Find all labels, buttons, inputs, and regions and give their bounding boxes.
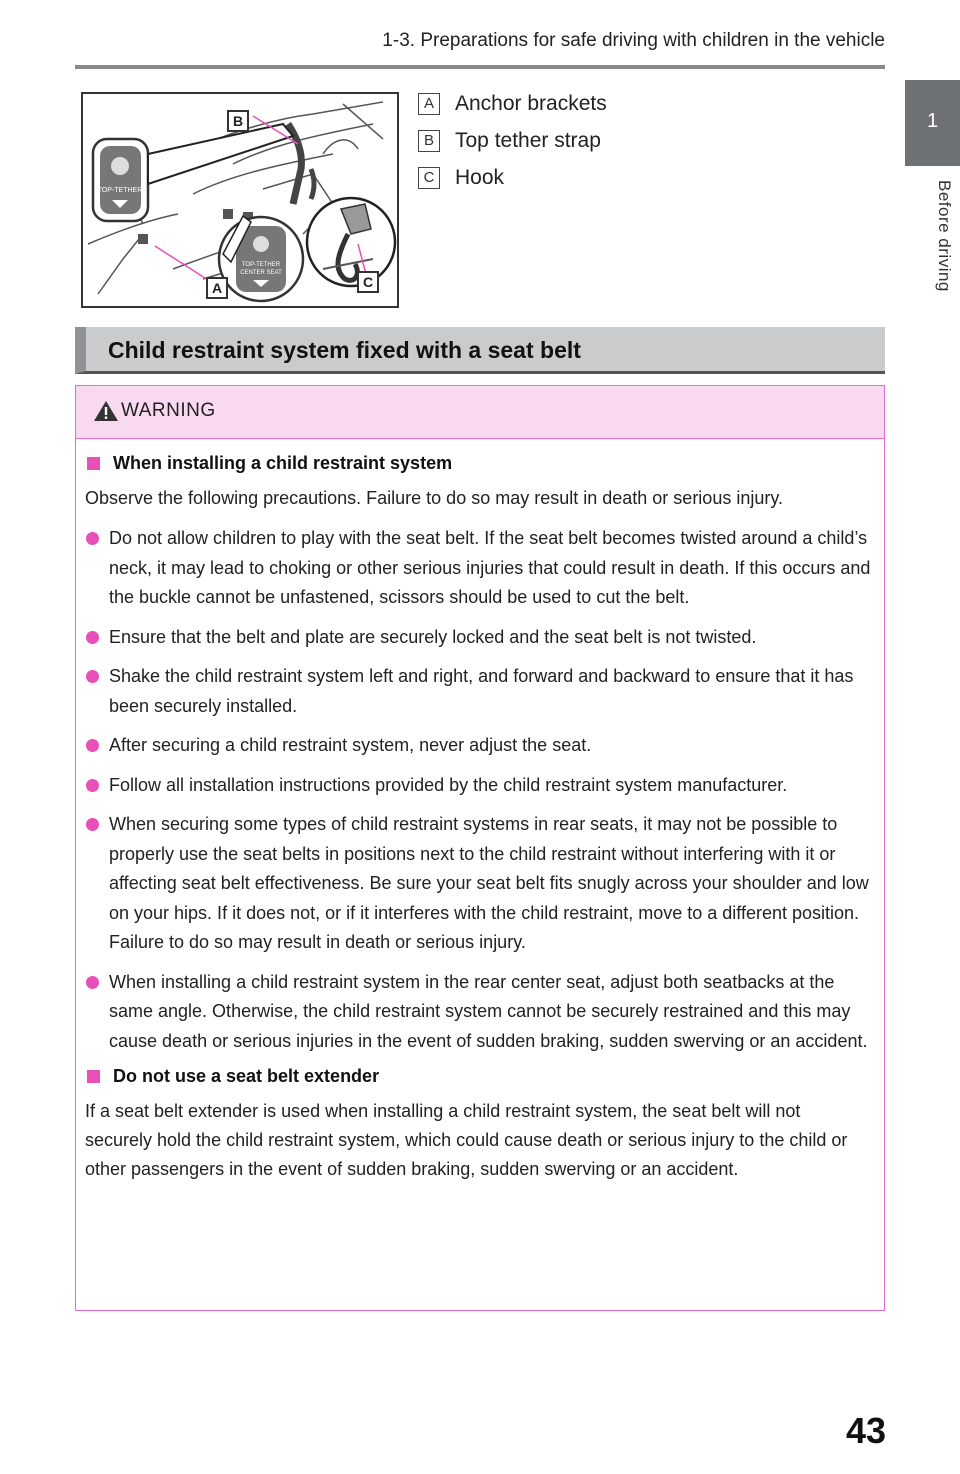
warning-subheading [85, 1066, 871, 1087]
callout-c-label: C [362, 274, 374, 290]
bullet-dot-icon [86, 739, 99, 752]
warning-bullet-list [85, 524, 871, 1056]
legend-key: A [418, 93, 440, 115]
list-item [85, 731, 871, 761]
figure-legend [418, 93, 607, 204]
warning-body [76, 439, 884, 1184]
square-bullet-icon [87, 457, 100, 470]
list-item-text: When installing a child restraint system in the rear center seat, adjust both seatbacks at the same angle. Otherwise, the child restraint system cannot be securely restrained and this may cause death or serious injuries in the event of sudden braking, sudden swerving or an accident. [109, 971, 868, 1051]
bullet-dot-icon [86, 670, 99, 683]
list-item-text: Do not allow children to play with the seat belt. If the seat belt becomes twisted around a child’s neck, it may lead to choking or other serious injuries that could result in death. If this occurs and the buckle cannot be unfastened, scissors should be used to cut the belt. [109, 528, 871, 607]
callout-b-label: B [232, 113, 244, 129]
section-title: Child restraint system fixed with a seat belt [108, 337, 581, 363]
header-rule [75, 65, 885, 69]
bullet-dot-icon [86, 532, 99, 545]
legend-key: B [418, 130, 440, 152]
legend-text: Anchor brackets [455, 92, 607, 115]
warning-title: WARNING [121, 400, 216, 421]
center-seat-label-line2: CENTER SEAT [240, 270, 282, 276]
warning-box [75, 385, 885, 1311]
square-bullet-icon [87, 1070, 100, 1083]
legend-item [418, 167, 607, 204]
list-item-text: Follow all installation instructions provided by the child restraint system manufacturer. [109, 774, 788, 795]
list-item-text: Ensure that the belt and plate are securely locked and the seat belt is not twisted. [109, 626, 757, 647]
center-seat-label-line1: TOP-TETHER [241, 262, 281, 268]
tether-anchor-illustration [81, 92, 399, 308]
list-item [85, 968, 871, 1057]
top-tether-label-text: TOP-TETHER [97, 187, 143, 194]
hook-detail-icon [307, 198, 395, 286]
list-item-text: Shake the child restraint system left and right, and forward and backward to ensure that it has been securely installed. [109, 666, 854, 716]
chapter-label: Before driving [935, 180, 954, 292]
warning-triangle-icon [93, 399, 119, 423]
illustration-svg [83, 94, 397, 306]
legend-text: Top tether strap [455, 129, 601, 152]
callout-b [228, 111, 248, 131]
list-item [85, 810, 871, 958]
chapter-number: 1 [926, 110, 939, 132]
warning-subheading-text: When installing a child restraint system [113, 453, 453, 473]
section-header [75, 327, 885, 374]
callout-a [207, 278, 227, 298]
list-item-text: After securing a child restraint system, never adjust the seat. [109, 735, 592, 755]
list-item [85, 623, 871, 653]
callout-a-label: A [211, 280, 223, 296]
warning-header [76, 386, 884, 439]
warning-subheading-text: Do not use a seat belt extender [113, 1066, 380, 1086]
list-item-text: When securing some types of child restraint systems in rear seats, it may not be possible to properly use the seat belts in positions next to the child restraint without interfering with it or affecting seat belt effectiveness. Be sure your seat belt fits snugly across your shoulder and low on your hips. If it does not, or if it interferes with the child restraint, move to a different position. Failure to do so may result in death or serious injury. [109, 814, 869, 952]
bullet-dot-icon [86, 779, 99, 792]
legend-text: Hook [455, 166, 505, 189]
bullet-dot-icon [86, 976, 99, 989]
list-item [85, 771, 871, 801]
page-number: 43 [845, 1410, 886, 1451]
page-header-title: 1-3. Preparations for safe driving with children in the vehicle [382, 30, 885, 51]
callout-c [358, 272, 378, 292]
warning-closing: If a seat belt extender is used when installing a child restraint system, the seat belt will not securely hold the child restraint system, which could cause death or serious injury to the child or other passengers in the event of sudden braking, sudden swerving or an accident. [85, 1101, 848, 1179]
list-item [85, 524, 871, 613]
bullet-dot-icon [86, 818, 99, 831]
legend-key: C [418, 167, 440, 189]
bullet-dot-icon [86, 631, 99, 644]
top-tether-label-icon [93, 139, 148, 221]
warning-intro: Observe the following precautions. Failure to do so may result in death or serious injury. [85, 488, 784, 508]
warning-subheading [85, 453, 871, 474]
list-item [85, 662, 871, 721]
legend-item [418, 130, 607, 167]
